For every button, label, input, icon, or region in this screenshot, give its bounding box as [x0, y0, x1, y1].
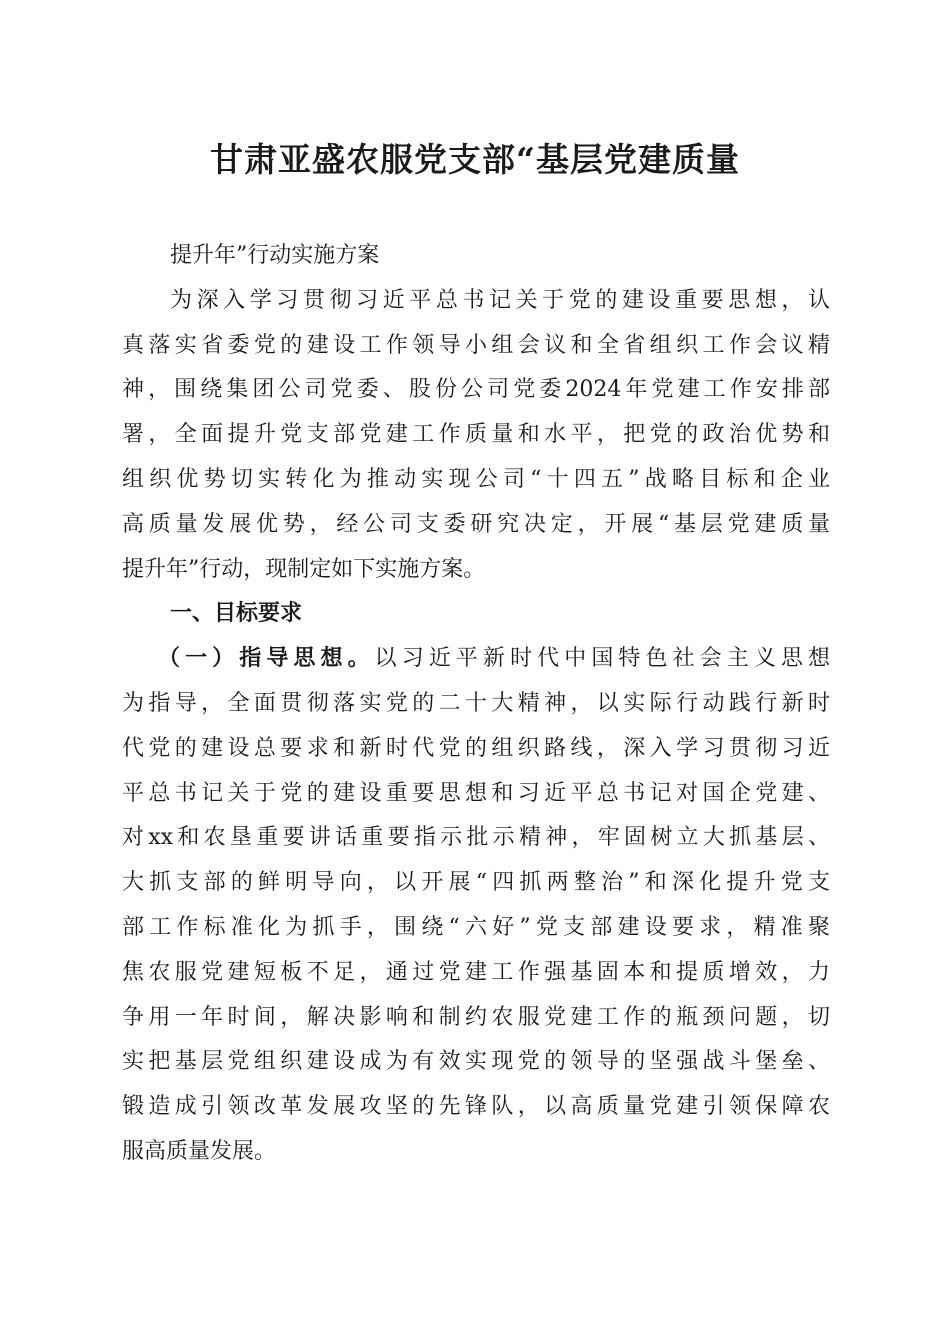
- item1-first-rest: 以习近平新时代中国特色社会主义思想: [374, 646, 830, 672]
- document-title: 甘肃亚盛农服党支部“基层党建质量: [210, 140, 740, 179]
- document-body: [122, 234, 830, 1175]
- item1-line: 焦农服党建短板不足，通过党建工作强基固本和提质增效，力: [122, 959, 830, 985]
- intro-line: 真落实省委党的建设工作领导小组会议和全省组织工作会议精: [122, 332, 830, 358]
- intro-line: 神，围绕集团公司党委、股份公司党委2024年党建工作安排部: [122, 377, 830, 403]
- item1-line: 代党的建设总要求和新时代党的组织路线，深入学习贯彻习近: [122, 735, 830, 761]
- section-heading: 一、目标要求: [170, 601, 303, 627]
- intro-line: 提升年”行动，现制定如下实施方案。: [122, 556, 486, 582]
- item1-line: 为指导，全面贯彻落实党的二十大精神，以实际行动践行新时: [122, 690, 830, 716]
- intro-line: 署，全面提升党支部党建工作质量和水平，把党的政治优势和: [122, 422, 830, 448]
- item1-line: 实把基层党组织建设成为有效实现党的领导的坚强战斗堡垒、: [122, 1049, 830, 1075]
- intro-line: 为深入学习贯彻习近平总书记关于党的建设重要思想，认: [170, 287, 830, 313]
- document-subtitle: 提升年”行动实施方案: [170, 243, 380, 268]
- intro-line: 高质量发展优势，经公司支委研究决定，开展“基层党建质量: [122, 511, 830, 537]
- item1-line: 部工作标准化为抓手，围绕“六好”党支部建设要求，精准聚: [122, 914, 830, 940]
- item1-line: 争用一年时间，解决影响和制约农服党建工作的瓶颈问题，切: [122, 1004, 830, 1030]
- item1-line: 锻造成引领改革发展攻坚的先锋队，以高质量党建引领保障农: [122, 1094, 830, 1120]
- item1-lead: （一）指导思想。: [158, 646, 375, 672]
- item1-line: 对xx和农垦重要讲话重要指示批示精神，牢固树立大抓基层、: [122, 825, 830, 851]
- item1-line: 服高质量发展。: [122, 1138, 277, 1164]
- intro-line: 组织优势切实转化为推动实现公司“十四五”战略目标和企业: [122, 466, 830, 492]
- item1-first-line: [122, 637, 830, 682]
- item1-line: 平总书记关于党的建设重要思想和习近平总书记对国企党建、: [122, 780, 830, 806]
- item1-line: 大抓支部的鲜明导向，以开展“四抓两整治”和深化提升党支: [122, 870, 830, 896]
